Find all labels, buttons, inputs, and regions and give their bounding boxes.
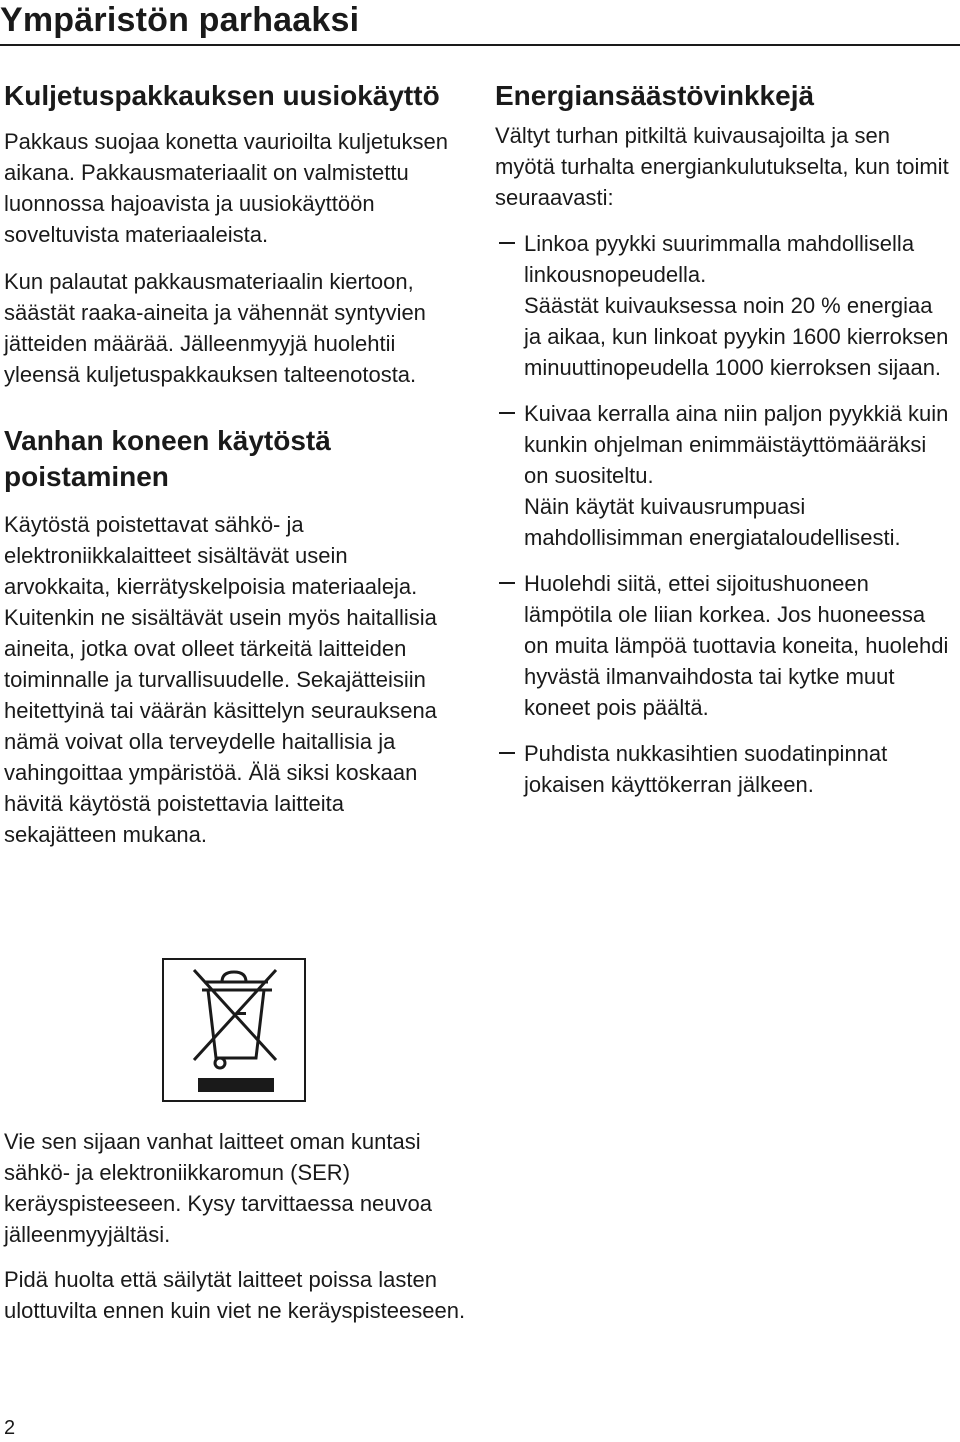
energy-intro: Vältyt turhan pitkiltä kuivausajoilta ja sen myötä turhalta energiankulutukselta, kun toimit seuraavasti: (495, 123, 949, 210)
dash-bullet (499, 412, 515, 414)
left-column (4, 78, 459, 850)
tip-text: Kuivaa kerralla aina niin paljon pyykkiä kuin kunkin ohjelman enimmäistäyttömääräksi on suositeltu. (524, 401, 949, 488)
tip-text: Huolehdi siitä, ettei sijoitushuoneen lämpötila ole liian korkea. Jos huoneessa on muita lämpöä tuottavia koneita, huolehdi hyvästä ilmanvaihdosta tai kytke muut koneet pois päältä. (524, 571, 949, 720)
section-heading-packaging: Kuljetuspakkauksen uusiokäyttö (4, 80, 440, 111)
tip-text: Säästät kuivauksessa noin 20 % energiaa ja aikaa, kun linkoat pyykin 1600 kierroksen minuuttinopeudella 1000 kierroksen sijaan. (524, 293, 949, 380)
page-number: 2 (4, 1417, 16, 1439)
dash-bullet (499, 242, 515, 244)
tip-text: Näin käytät kuivausrumpuasi mahdollisimman energiataloudellisesti. (524, 494, 901, 550)
crossed-out-wheelie-bin-icon (162, 958, 306, 1102)
page-title: Ympäristön parhaaksi (0, 1, 360, 39)
child-safety-paragraph: Pidä huolta että säilytät laitteet poissa lasten ulottuvilta ennen kuin viet ne keräyspisteeseen. (4, 1267, 466, 1323)
collection-point-paragraph: Vie sen sijaan vanhat laitteet oman kuntasi sähkö- ja elektroniikkaromun (SER) keräyspisteeseen. Kysy tarvittaessa neuvoa jälleenmyyjältäsi. (4, 1129, 433, 1247)
list-item (495, 228, 955, 383)
packaging-paragraph-1: Pakkaus suojaa konetta vaurioilta kuljetuksen aikana. Pakkausmateriaalit on valmistettu luonnossa hajoavista ja uusiokäyttöön soveltuvista materiaaleista. (4, 129, 448, 247)
list-item (495, 568, 955, 723)
disposal-instructions (4, 1126, 474, 1326)
list-item (495, 398, 955, 553)
dash-bullet (499, 582, 515, 584)
title-divider (0, 44, 960, 46)
list-item (495, 738, 955, 800)
tip-text: Linkoa pyykki suurimmalla mahdollisella linkousnopeudella. (524, 231, 915, 287)
packaging-paragraph-2: Kun palautat pakkausmateriaalin kiertoon, säästät raaka-aineita ja vähennät syntyvien jätteiden määrää. Jälleenmyyjä huolehtii yleensä kuljetuspakkauksen talteenotosta. (4, 269, 426, 387)
disposal-paragraph: Käytöstä poistettavat sähkö- ja elektroniikkalaitteet sisältävät usein arvokkaita, kierrätyskelpoisia materiaaleja. Kuitenkin ne sisältävät usein myös haitallisia aineita, jotka ovat olleet tärkeitä laitteiden toiminnalle ja turvallisuudelle. Sekajätteisiin heitettyinä tai väärän käsittelyn seurauksena nämä voivat olla terveydelle haitallisia ja vahingoittaa ympäristöä. Älä siksi koskaan hävitä käytöstä poistettavia laitteita sekajätteen mukana. (4, 512, 437, 847)
section-heading-disposal: Vanhan koneen käytöstä poistaminen (4, 425, 331, 492)
section-heading-energy-tips: Energiansäästövinkkejä (495, 80, 815, 111)
wheelie-bin-drawing (164, 960, 304, 1100)
dash-bullet (499, 752, 515, 754)
right-column (495, 78, 955, 815)
tip-text: Puhdista nukkasihtien suodatinpinnat jokaisen käyttökerran jälkeen. (524, 741, 888, 797)
energy-tips-list (495, 228, 955, 800)
